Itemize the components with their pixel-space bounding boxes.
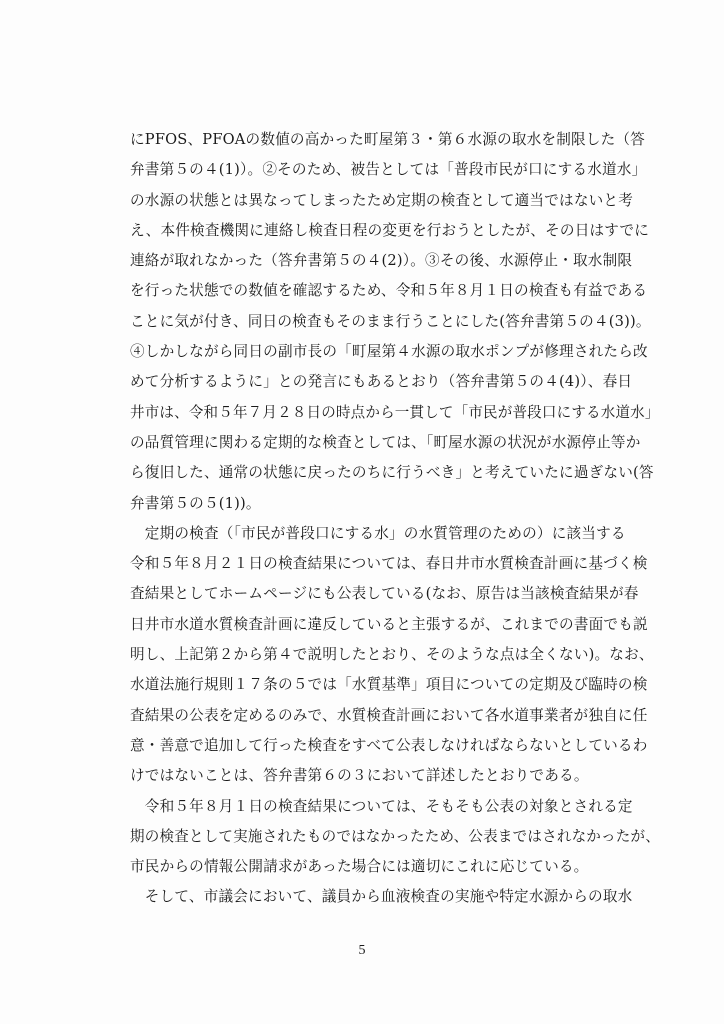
page-number: 5	[358, 943, 366, 958]
text-line: 意・善意で追加して行った検査をすべて公表しなければならないとしているわ	[130, 736, 648, 754]
text-line: そして、市議会において、議員から血液検査の実施や特定水源からの取水	[130, 888, 633, 906]
text-line: 明し、上記第２から第４で説明したとおり、そのような点は全くない)。なお、	[130, 646, 654, 664]
text-line: を行った状態での数値を確認するため、令和５年８月１日の検査も有益である	[130, 282, 648, 300]
text-line: 期の検査として実施されたものではなかったため、公表まではされなかったが、	[130, 827, 660, 845]
text-line: の水源の状態とは異なってしまったため定期の検査として適当ではないと考	[130, 191, 633, 209]
text-line: 査結果としてホームページにも公表している(なお、原告は当該検査結果が春	[130, 585, 639, 603]
text-line: 査結果の公表を定めるのみで、水質検査計画において各水道事業者が独自に任	[130, 706, 648, 724]
text-line: 令和５年８月２１日の検査結果については、春日井市水質検査計画に基づく検	[130, 555, 648, 573]
text-line: 日井市水道水質検査計画に違反していると主張するが、これまでの書面でも説	[130, 615, 648, 633]
text-line: 水道法施行規則１７条の５では「水質基準」項目についての定期及び臨時の検	[130, 676, 648, 694]
text-line: にPFOS、PFOAの数値の高かった町屋第３・第６水源の取水を制限した（答	[130, 131, 645, 148]
text-line: 市民からの情報公開請求があった場合には適切にこれに応じている。	[130, 858, 589, 876]
text-line: 弁書第５の５(1))。	[130, 494, 261, 512]
text-line: ら復旧した、通常の状態に戻ったのちに行うべき」と考えていたに過ぎない(答	[130, 464, 654, 482]
text-line: 弁書第５の４(1)）。②そのため、被告としては「普段市民が口にする水道水」	[130, 161, 647, 179]
text-line: 令和５年８月１日の検査結果については、そもそも公表の対象とされる定	[130, 797, 633, 815]
text-line: ④しかしながら同日の副市長の「町屋第４水源の取水ポンプが修理されたら改	[130, 343, 648, 361]
text-line: けではないことは、答弁書第６の３において詳述したとおりである。	[130, 767, 589, 785]
body-text	[130, 125, 660, 913]
text-line: の品質管理に関わる定期的な検査としては、「町屋水源の状況が水源停止等か	[130, 433, 641, 451]
text-line: 連絡が取れなかった（答弁書第５の４(2)）。③その後、水源停止・取水制限	[130, 252, 633, 270]
text-line: え、本件検査機関に連絡し検査日程の変更を行おうとしたが、その日はすでに	[130, 221, 650, 239]
text-line: 定期の検査（「市民が普段口にする水」の水質管理のための）に該当する	[130, 524, 626, 542]
text-line: ことに気が付き、同日の検査もそのまま行うことにした(答弁書第５の４(3))。	[130, 312, 651, 330]
text-line: 井市は、令和５年７月２８日の時点から一貫して「市民が普段口にする水道水」	[130, 403, 660, 421]
text-line: めて分析するように」との発言にもあるとおり（答弁書第５の４(4)）、春日	[130, 373, 633, 391]
